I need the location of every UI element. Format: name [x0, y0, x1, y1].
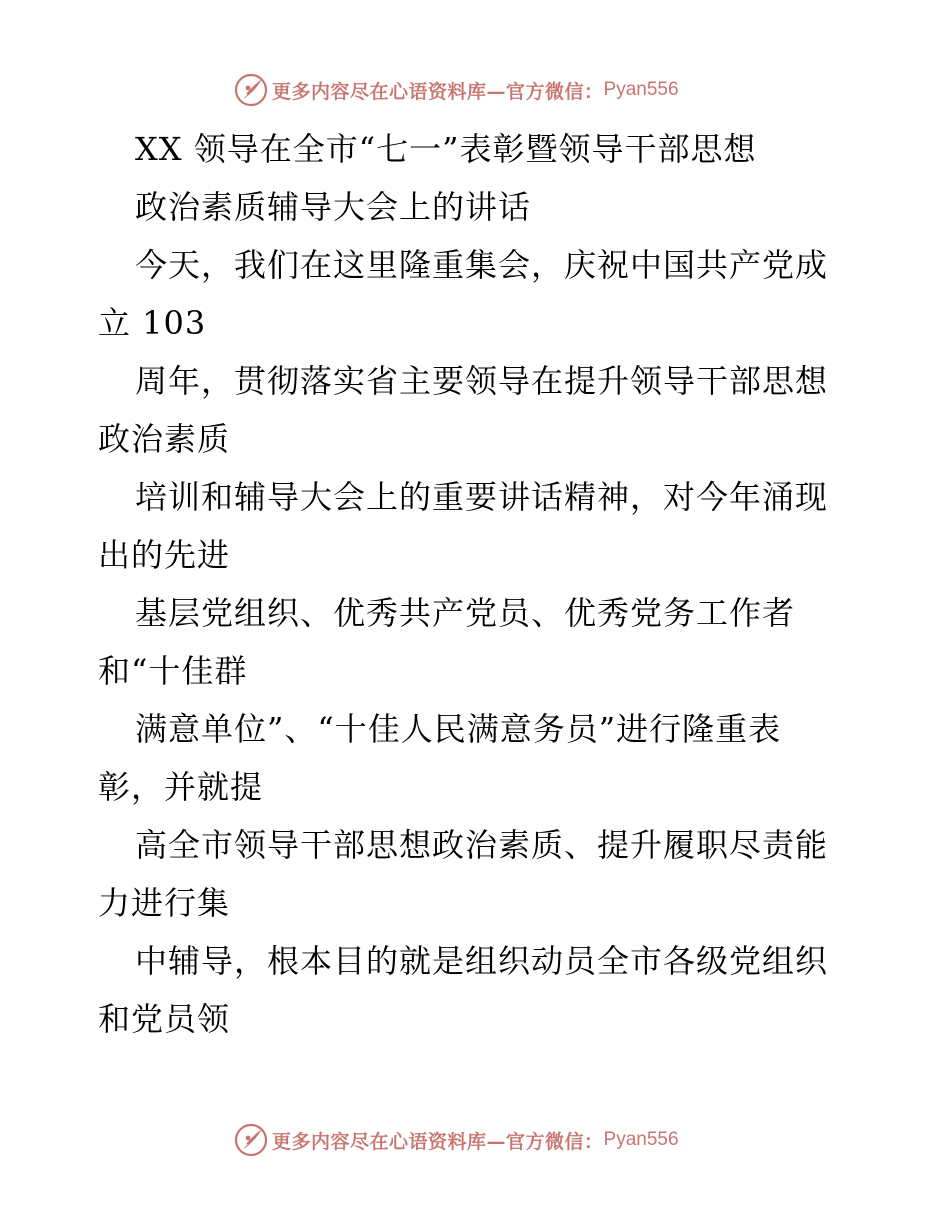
- doc-line: 力进行集: [98, 884, 231, 922]
- doc-line: 周年，贯彻落实省主要领导在提升领导干部思想: [135, 362, 829, 400]
- quill-logo-icon: [234, 1123, 268, 1157]
- doc-line: XX 领导在全市“七一”表彰暨领导干部思想: [135, 130, 757, 168]
- quill-logo-icon: [234, 73, 268, 107]
- header-banner-text: 更多内容尽在心语资料库—官方微信：: [272, 80, 604, 103]
- doc-line: 基层党组织、优秀共产党员、优秀党务工作者: [135, 594, 796, 632]
- doc-line: 高全市领导干部思想政治素质、提升履职尽责能: [135, 826, 829, 864]
- header-banner: [234, 72, 679, 108]
- footer-banner-text: 更多内容尽在心语资料库—官方微信：: [272, 1130, 604, 1153]
- doc-line: 政治素质: [98, 420, 231, 458]
- doc-line: 和党员领: [98, 1000, 231, 1038]
- doc-line: 政治素质辅导大会上的讲话: [135, 188, 532, 226]
- doc-line: 满意单位”、“十佳人民满意务员”进行隆重表: [135, 710, 782, 748]
- doc-line: 立 103: [98, 304, 207, 342]
- document-body: [98, 120, 858, 1048]
- doc-line: 和“十佳群: [98, 652, 248, 690]
- doc-line: 今天，我们在这里隆重集会，庆祝中国共产党成: [135, 246, 829, 284]
- footer-banner: [234, 1122, 679, 1158]
- doc-line: 培训和辅导大会上的重要讲话精神，对今年涌现: [135, 478, 829, 516]
- doc-line: 中辅导，根本目的就是组织动员全市各级党组织: [135, 942, 829, 980]
- doc-line: 出的先进: [98, 536, 231, 574]
- doc-line: 彰，并就提: [98, 768, 264, 806]
- footer-banner-wechat-id: Pyan556: [603, 1129, 679, 1150]
- header-banner-wechat-id: Pyan556: [603, 79, 679, 100]
